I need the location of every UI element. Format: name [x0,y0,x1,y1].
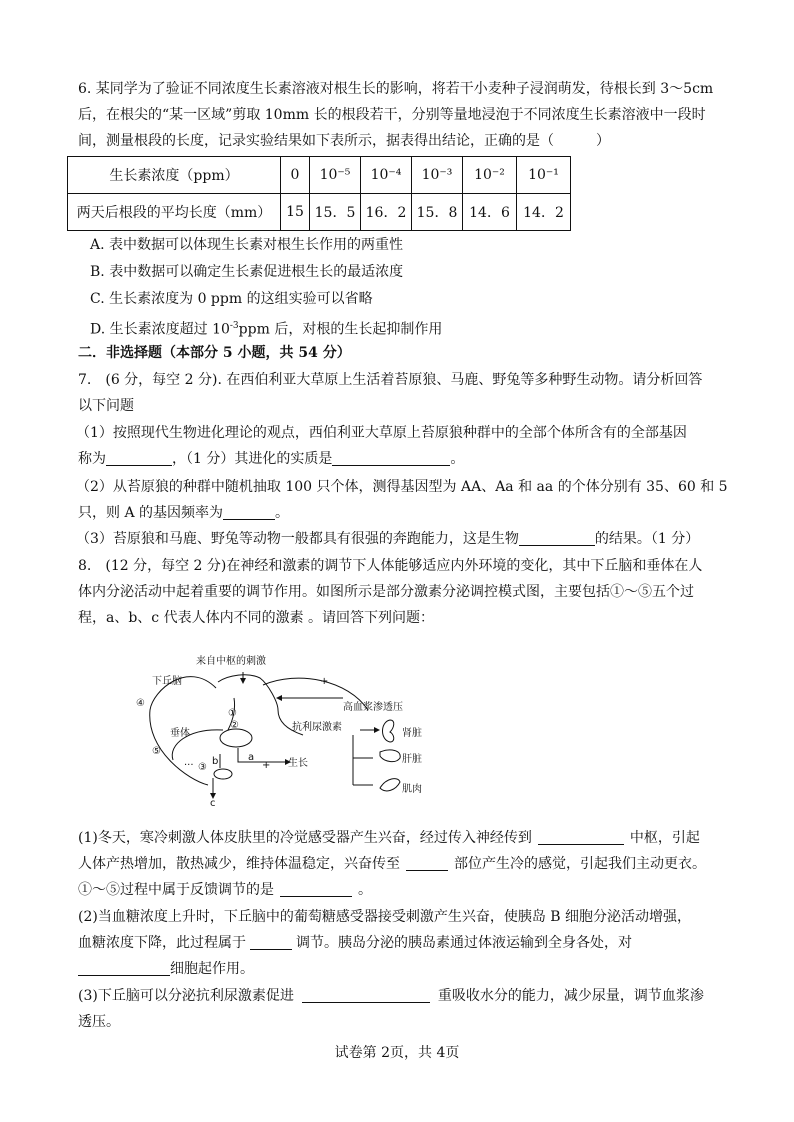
q8-part3-text-b: 重吸收水分的能力，减少尿量，调节血浆渗 [437,988,704,1004]
table-header-concentration: 生长素浓度（ppm） [68,157,281,194]
section-2-heading: 二．非选择题（本部分 5 小题，共 54 分） [78,345,351,361]
answer-blank[interactable] [332,449,450,466]
q7-part3 [76,528,724,550]
label-circle-2: ② [230,720,239,731]
label-plus-1: + [320,676,329,687]
gland-shape [214,769,232,779]
label-dots: ··· [184,760,194,771]
q7-line-1: 7. (6 分，每空 2 分). 在西伯利亚大草原上生活着苔原狼、马鹿、野兔等多种野生动物。请分析回答 [78,372,703,388]
q6-line-2: 后，在根尖的“某一区域”剪取 10mm 长的根段若干，分别等量地浸泡于不同浓度生长素溶液中一段时 [78,107,706,123]
q8-line-1: 8. (12 分，每空 2 分)在神经和激素的调节下人体能够适应内外环境的变化，其中下丘脑和垂体在人 [78,558,703,574]
label-circle-1: ① [228,708,237,719]
label-hormone-c: c [210,798,216,808]
table-cell: 14．2 [517,194,571,231]
label-circle-5: ⑤ [152,746,161,757]
adh-arrowhead [374,727,380,733]
kidney-shape [383,720,394,742]
table-row [68,157,571,194]
q6-option-d-text: D. 生长素浓度超过 10 [90,321,230,338]
table-cell: 10⁻³ [412,157,463,194]
q6-data-table [67,156,571,231]
table-row [68,194,571,231]
q7-part2-line-1: （2）从苔原狼的种群中随机抽取 100 只个体，测得基因型为 AA、Aa 和 aa 的个体分别有 35、60 和 5 [76,479,728,495]
q8-part1-text-e: ①～⑤过程中属于反馈调节的是 [78,882,274,898]
q8-part1-text-d: 部位产生冷的感觉，引起我们主动更衣。 [454,856,706,872]
answer-blank[interactable] [519,529,595,546]
q6-option-a: A. 表中数据可以体现生长素对根生长作用的两重性 [90,237,404,253]
q8-part2-line-1: (2)当血糖浓度上升时，下丘脑中的葡萄糖感受器接受刺激产生兴奋，使胰岛 B 细胞分泌活动增强， [78,909,692,925]
table-cell: 15 [281,194,310,231]
q8-line-2: 体内分泌活动中起着重要的调节作用。如图所示是部分激素分泌调控模式图，主要包括①～⑤五个过 [78,584,694,600]
osmo-arrowhead [276,695,282,701]
q6-line-1: 6. 某同学为了验证不同浓度生长素溶液对根生长的影响，将若干小麦种子浸润萌发，待根长到 3～5cm [78,81,714,97]
q7-part1-text-end: 。 [450,451,465,467]
label-hormone-b: b [212,756,219,767]
q7-part3-text-end: 的结果。（1 分） [594,531,700,547]
q7-part3-text: （3）苔原狼和马鹿、野兔等动物一般都具有很强的奔跑能力，这是生物 [76,531,519,547]
answer-blank[interactable] [223,503,275,520]
q8-part1-line-3 [78,879,726,901]
page-footer: 试卷第 2页，共 4页 [334,1045,460,1061]
q6-option-b: B. 表中数据可以确定生长素促进根生长的最适浓度 [90,264,404,280]
label-high-osmo: 高血浆渗透压 [343,702,403,713]
q8-part3-text: (3)下丘脑可以分泌抗利尿激素促进 [78,988,294,1004]
q6-option-d-text-end: ppm 后，对根的生长起抑制作用 [238,321,443,338]
q8-part2-text-b: 调节。胰岛分泌的胰岛素通过体液运输到全身各处，对 [296,935,632,951]
table-cell: 0 [281,157,310,194]
q8-part2-text-c: 细胞起作用。 [170,961,254,977]
table-cell: 14．6 [463,194,517,231]
q8-part3-line-1 [78,985,726,1007]
q6-option-d-exponent: -3 [229,321,239,331]
answer-blank[interactable] [106,449,172,466]
q8-part3-line-2: 透压。 [78,1014,120,1030]
q7-part2-line-2 [78,502,726,524]
q7-part1-line-1: （1）按照现代生物进化理论的观点，西伯利亚大草原上苔原狼种群中的全部个体所含有的全部基因 [76,425,687,441]
q7-part1-line-2 [78,448,726,470]
q8-part2-text: 血糖浓度下降，此过程属于 [78,935,246,951]
label-liver: 肝脏 [402,754,422,765]
label-circle-4: ④ [136,698,145,709]
label-muscle: 肌肉 [402,784,422,795]
hormone-regulation-diagram [128,650,458,808]
label-circle-3: ③ [198,762,207,773]
q6-option-d [90,315,738,341]
table-cell: 10⁻¹ [517,157,571,194]
target-organ-lines [353,735,373,785]
answer-blank[interactable] [406,854,448,871]
q7-part2-text: 只，则 A 的基因频率为 [78,505,224,521]
table-cell: 10⁻⁴ [361,157,412,194]
q8-part1-text-c: 人体产热增加，散热减少，维持体温稳定，兴奋传至 [78,856,400,872]
label-stimulus: 来自中枢的刺激 [196,656,266,667]
table-cell: 10⁻⁵ [310,157,361,194]
answer-blank[interactable] [280,880,352,897]
answer-blank[interactable] [78,959,170,976]
answer-blank[interactable] [250,933,292,950]
q8-part1-line-1 [78,827,726,849]
q8-part2-line-2 [78,932,726,954]
answer-blank[interactable] [302,986,430,1003]
q7-line-2: 以下问题 [78,398,134,414]
label-adh: 抗利尿激素 [292,722,342,733]
q6-option-c: C. 生长素浓度为 0 ppm 的这组实验可以省略 [90,291,373,307]
label-plus-2: + [262,760,271,771]
q7-part2-text-end: 。 [275,505,290,521]
q8-part1-text-f: 。 [358,882,372,898]
label-kidney: 肾脏 [402,728,422,739]
q6-line-3: 间，测量根段的长度，记录实验结果如下表所示，据表得出结论，正确的是（ ） [78,133,610,149]
q8-part1-text-b: 中枢，引起 [629,830,700,846]
table-cell: 15．5 [310,194,361,231]
stimulus-arrowhead [240,678,246,684]
q8-line-3: 程，a、b、c 代表人体内不同的激素 。请回答下列问题： [78,610,435,626]
pituitary-shape [220,729,252,747]
table-header-length: 两天后根段的平均长度（mm） [68,194,281,231]
table-cell: 15．8 [412,194,463,231]
table-cell: 16．2 [361,194,412,231]
q7-part1-text: 称为 [78,451,106,467]
label-hormone-a: a [248,752,255,763]
table-cell: 10⁻² [463,157,517,194]
label-pituitary: 垂体 [170,728,190,739]
label-growth: 生长 [288,758,308,769]
liver-shape [380,750,400,762]
q8-part1-line-2 [78,853,726,875]
q8-part1-text: (1)冬天，寒冷刺激人体皮肤里的冷觉感受器产生兴奋，经过传入神经传到 [78,830,532,846]
label-hypothalamus: 下丘脑 [152,676,182,687]
q7-part1-text-mid: ，（1 分）其进化的实质是 [172,451,333,467]
q8-part2-line-3 [78,958,726,980]
answer-blank[interactable] [538,828,624,845]
muscle-shape [380,779,400,791]
